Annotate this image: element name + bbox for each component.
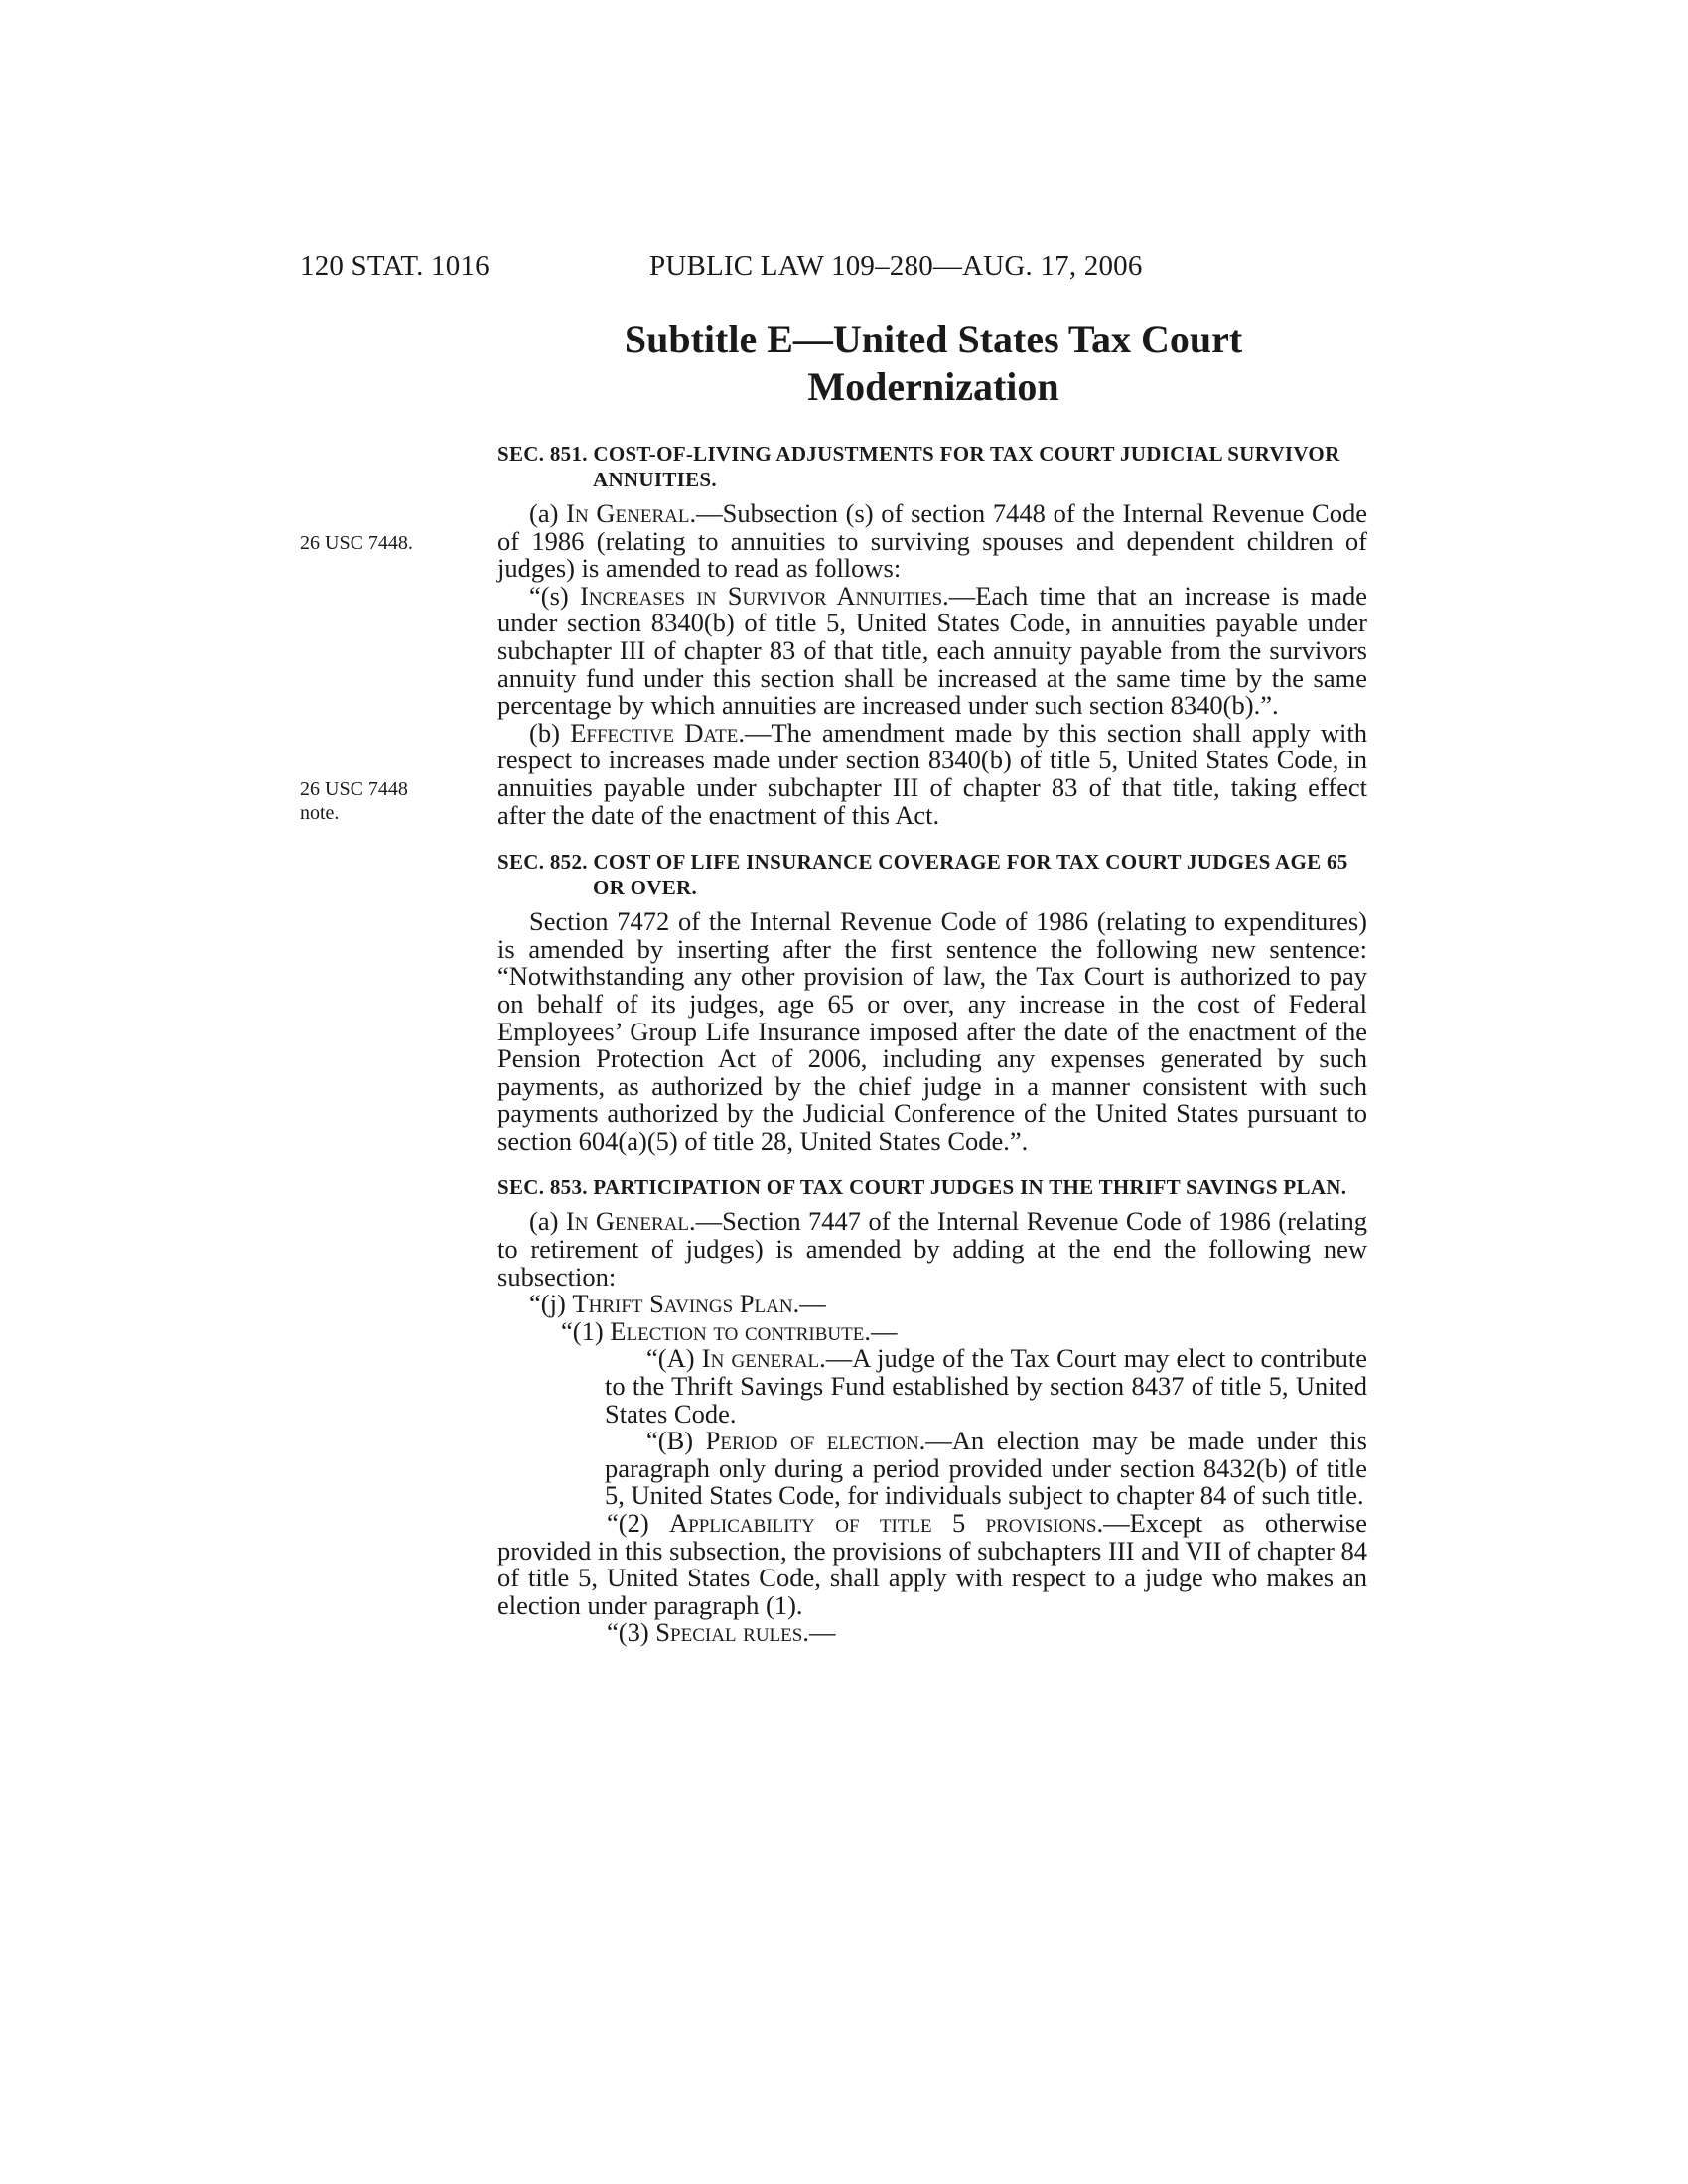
sec851-quoted-subsection-s: “(s) Increases in Survivor Annuities.—Each time that an increase is made under section 8340(b) of title 5, United States Code, in annuities payable under subchapter III of chapter 83 of that title, each annuity payable from the survivors annuity fund under this section shall be increased at the same time by the same percentage by which annuities are increased under such section 8340(b).”. [497,580,1367,721]
sec851-subsection-b: (b) Effective Date.—The amendment made by this section shall apply with respect to increases made under section 8340(b) of title 5, United States Code, in annuities payable under subchapter III of chapter 83 of that title, taking effect after the date of the enactment of this Act. [497,717,1367,830]
sec853-quoted-subsection-j: “(j) Thrift Savings Plan.— [529,1289,826,1319]
sec853-paragraph-3: “(3) Special rules.— [607,1617,836,1648]
subtitle-line-1: Subtitle E—United States Tax Court [624,317,1243,361]
stat-page-number: 120 STAT. 1016 [300,250,490,282]
section-heading-851: SEC. 851. COST-OF-LIVING ADJUSTMENTS FOR TAX COURT JUDICIAL SURVIVOR ANNUITIES. [497,442,1340,491]
subsection-caption: Increases in Survivor Annuities [580,580,943,611]
subparagraph-caption: Period of election [705,1426,919,1456]
sec853-subparagraph-a: “(A) In general.—A judge of the Tax Court may elect to contribute to the Thrift Savings Fund established by section 8437 of title 5, United States Code. [605,1343,1367,1429]
sec853-subparagraph-b: “(B) Period of election.—An election may be made under this paragraph only during a period provided under section 8432(b) of title 5, United States Code, for individuals subject to chapter 84 of such title. [605,1426,1367,1511]
subtitle-line-2: Modernization [807,364,1059,409]
subsection-caption: In General [566,498,690,528]
section-heading-852: SEC. 852. COST OF LIFE INSURANCE COVERAGE FOR TAX COURT JUDGES AGE 65 OR OVER. [497,850,1348,900]
sec853-paragraph-1: “(1) Election to contribute.— [561,1315,898,1346]
subparagraph-caption: In general [701,1343,820,1374]
margin-note-text: 26 USC 7448. [300,532,413,554]
paragraph-caption: Special rules [655,1617,803,1648]
margin-note-text: note. [300,802,340,824]
sec852-text: Section 7472 of the Internal Revenue Code of 1986 (relating to expenditures) is amended by inserting after the first sentence the following new sentence: “Notwithstanding any other provision of law, the Tax Court is authorized to pay on behalf of its judges, age 65 or over, any increase in the cost of Federal Employees’ Group Life Insurance imposed after the date of the enactment of the Pension Protection Act of 2006, including any expenses generated by such payments, as authorized by the chief judge in a manner consistent with such payments authorized by the Judicial Conference of the United States pursuant to section 604(a)(5) of title 28, United States Code.”. [497,906,1367,1156]
margin-note-text: 26 USC 7448 [300,778,408,800]
margin-note-26-usc-7448 [300,531,449,555]
sec851-subsection-a: (a) In General.—Subsection (s) of section 7448 of the Internal Revenue Code of 1986 (relating to annuities to surviving spouses and dependent children of judges) is amended to read as follows: [497,498,1367,584]
public-law-identifier: PUBLIC LAW 109–280—AUG. 17, 2006 [649,250,1143,282]
subtitle-heading [496,316,1370,411]
subsection-caption: Effective Date [570,717,739,748]
sec853-paragraph-2: “(2) Applicability of title 5 provisions.—Except as otherwise provided in this subsection, the provisions of subchapters III and VII of chapter 84 of title 5, United States Code, shall apply with respect to a judge who makes an election under paragraph (1). [497,1508,1367,1620]
subsection-caption: Thrift Savings Plan [572,1289,793,1319]
paragraph-caption: Election to contribute [610,1315,865,1346]
subsection-caption: In General [565,1206,689,1237]
section-heading-853: SEC. 853. PARTICIPATION OF TAX COURT JUDGES IN THE THRIFT SAVINGS PLAN. [497,1175,1347,1200]
document-body [497,441,1367,1647]
margin-note-26-usc-7448-note [300,777,449,825]
sec853-subsection-a: (a) In General.—Section 7447 of the Internal Revenue Code of 1986 (relating to retirement of judges) is amended by adding at the end the following new subsection: [497,1206,1367,1292]
paragraph-caption: Applicability of title 5 provisions [669,1508,1097,1538]
